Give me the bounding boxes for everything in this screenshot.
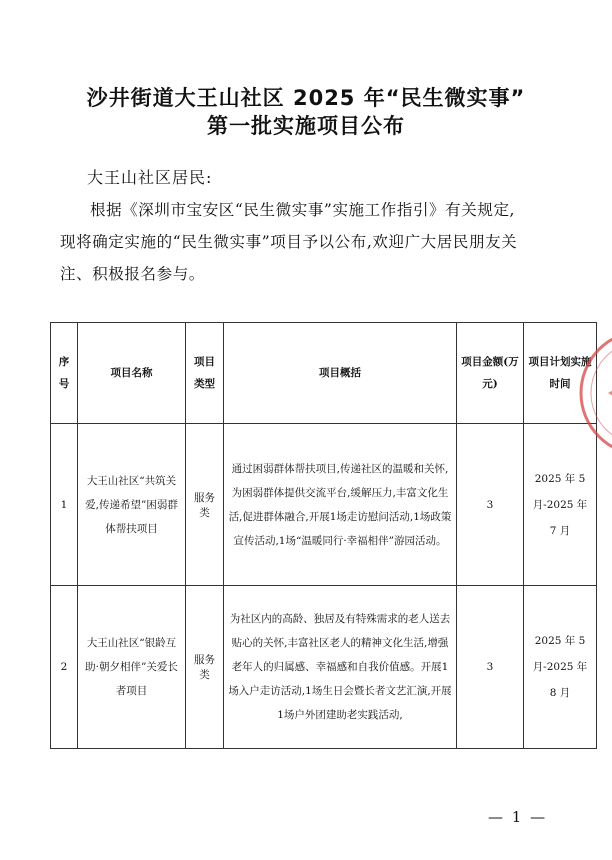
row-type: 服务类 <box>186 586 224 749</box>
header-time: 项目计划实施时间 <box>524 323 597 424</box>
salutation: 大王山社区居民: <box>87 168 213 187</box>
header-summary: 项目概括 <box>224 323 457 424</box>
seal-star <box>608 384 612 402</box>
row-amount: 3 <box>457 586 524 749</box>
table-row <box>51 586 597 749</box>
row-time: 2025 年 5 月-2025 年 7 月 <box>524 424 597 586</box>
row-no: 1 <box>51 424 78 586</box>
header-type: 项目类型 <box>186 323 224 424</box>
document-title-line-2: 第一批实施项目公布 <box>207 114 405 138</box>
row-amount: 3 <box>457 424 524 586</box>
row-time: 2025 年 5 月-2025 年 8 月 <box>524 586 597 749</box>
projects-table <box>50 322 597 749</box>
row-type: 服务类 <box>186 424 224 586</box>
table-row <box>51 424 597 586</box>
header-amount: 项目金额(万元) <box>457 323 524 424</box>
table-header-row <box>51 323 597 424</box>
header-name: 项目名称 <box>78 323 186 424</box>
header-no: 序号 <box>51 323 78 424</box>
row-summary: 通过困弱群体帮扶项目,传递社区的温暖和关怀,为困弱群体提供交流平台,缓解压力,丰富文化生活,促进群体融合,开展1场走访慰问活动,1场政策宣传活动,1场“温暖同行·幸福相伴”游园活动。 <box>224 424 457 586</box>
row-name: 大王山社区“银龄互助·朝夕相伴”关爱长者项目 <box>78 586 186 749</box>
official-seal-stamp <box>568 318 612 468</box>
row-name: 大王山社区“共筑关爱,传递希望”困弱群体帮扶项目 <box>78 424 186 586</box>
row-no: 2 <box>51 586 78 749</box>
intro-paragraph: 根据《深圳市宝安区“民生微实事”实施工作指引》有关规定,现将确定实施的“民生微实事”项目予以公布,欢迎广大居民朋友关注、积极报名参与。 <box>60 201 518 283</box>
document-title-line-1: 沙井街道大王山社区 2025 年“民生微实事” <box>86 86 526 110</box>
row-summary: 为社区内的高龄、独居及有特殊需求的老人送去贴心的关怀,丰富社区老人的精神文化生活,增强老年人的归属感、幸福感和自我价值感。开展1场入户走访活动,1场生日会暨长者文艺汇演,开展1场户外团建助老实践活动, <box>224 586 457 749</box>
page-number: — 1 — <box>488 808 548 826</box>
seal-ring <box>581 331 612 455</box>
